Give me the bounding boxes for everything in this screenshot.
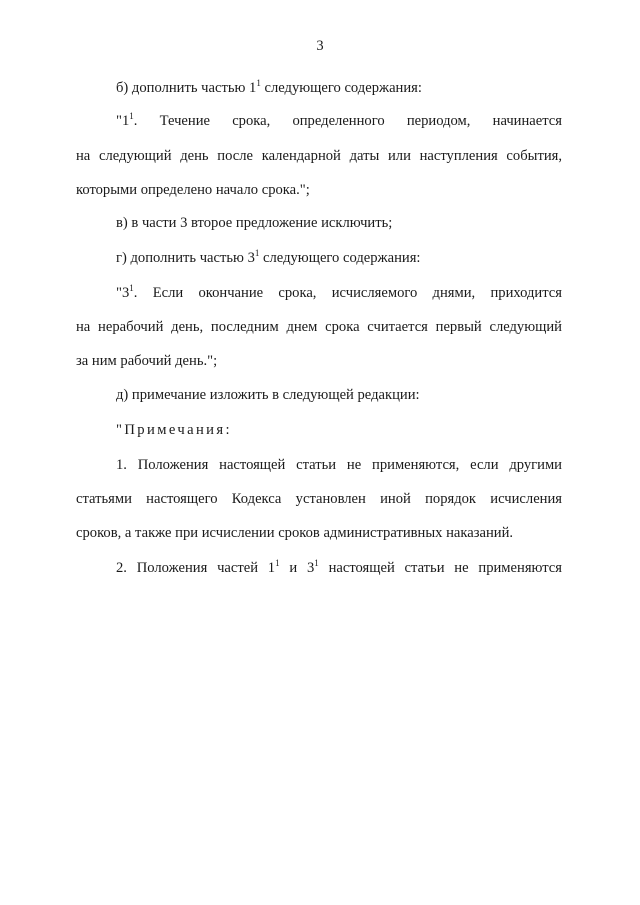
note-2-pre: 2. Положения частей 1	[116, 560, 276, 576]
superscript-b: 1	[256, 78, 261, 88]
superscript-q1: 1	[129, 111, 134, 121]
superscript-q3: 1	[129, 283, 134, 293]
paragraph-b-text-post: следующего содержания:	[260, 80, 422, 96]
note-1-line-3: сроков, а также при исчислении сроков административных наказаний.	[76, 525, 514, 541]
quote-1-open: "1	[116, 113, 130, 129]
paragraph-b	[116, 80, 422, 97]
quote-1-line-1	[116, 113, 562, 130]
quote-3-line-2: на нерабочий день, последним днем срока считается первый следующий	[76, 319, 562, 335]
superscript-g: 1	[254, 248, 260, 258]
superscript-n2-a: 1	[275, 558, 280, 568]
note-2-post: настоящей статьи не применяются	[318, 560, 562, 576]
quote-3-line-1	[116, 285, 562, 302]
note-1-line-1: 1. Положения настоящей статьи не применяются, если другими	[116, 457, 562, 473]
superscript-n2-b: 1	[314, 558, 319, 568]
quote-3-open: "3	[116, 285, 130, 301]
paragraph-g-text-post: следующего содержания:	[259, 250, 421, 266]
paragraph-d: д) примечание изложить в следующей редакции:	[116, 387, 420, 403]
paragraph-b-text-pre: б) дополнить частью 1	[116, 80, 257, 96]
quote-1-rest: . Течение срока, определенного периодом, начинается	[133, 113, 562, 129]
page-number: 3	[316, 38, 324, 54]
quote-3-line-3: за ним рабочий день.";	[76, 353, 218, 369]
quote-1-line-2: на следующий день после календарной даты или наступления события,	[76, 148, 562, 164]
paragraph-g	[116, 250, 421, 267]
quote-1-line-3: которыми определено начало срока.";	[76, 182, 310, 198]
quote-3-rest: . Если окончание срока, исчисляемого днями, приходится	[133, 285, 562, 301]
note-1-line-2: статьями настоящего Кодекса установлен иной порядок исчисления	[76, 491, 562, 507]
note-2-mid: и 3	[279, 560, 315, 576]
paragraph-v: в) в части 3 второе предложение исключить;	[116, 215, 393, 231]
note-2-line-1	[116, 560, 562, 577]
notes-heading: "Примечания:	[116, 422, 232, 438]
paragraph-g-text-pre: г) дополнить частью 3	[116, 250, 255, 266]
